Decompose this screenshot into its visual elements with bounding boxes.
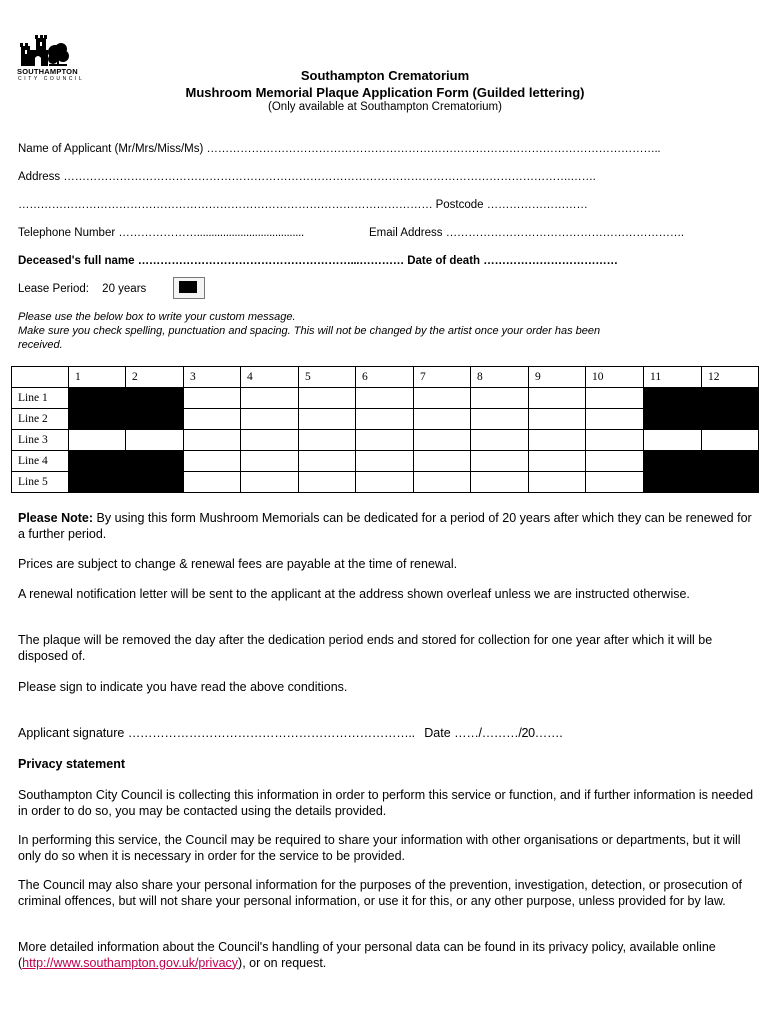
date-of-death-line[interactable]: ………………………………	[483, 255, 618, 267]
letter-cell[interactable]	[414, 430, 471, 451]
letter-cell[interactable]	[356, 388, 414, 409]
column-number: 5	[299, 367, 356, 388]
blocked-cell	[644, 451, 702, 472]
letter-cell[interactable]	[299, 409, 356, 430]
grid-row-line-5	[12, 472, 759, 493]
blocked-cell	[644, 409, 702, 430]
privacy-paragraph-3: The Council may also share your personal information for the purposes of the prevention, investigation, detection, or prosecution of criminal offences, but will not share your personal information, or use it for this, or any other purpose, unless provided for by law.	[18, 878, 743, 908]
blocked-cell	[69, 409, 126, 430]
lease-period-row	[18, 283, 146, 295]
row-label: Line 3	[12, 430, 69, 451]
letter-cell[interactable]	[241, 430, 299, 451]
letter-cell[interactable]	[184, 451, 241, 472]
privacy-paragraph-2: In performing this service, the Council may be required to share your information with other organisations or departments, but it will only do so when it is necessary in order for the service to be provided.	[18, 833, 741, 863]
grid-corner-cell	[12, 367, 69, 388]
sign-instruction: Please sign to indicate you have read the above conditions.	[18, 680, 348, 694]
letter-cell[interactable]	[586, 409, 644, 430]
lease-period-checkbox[interactable]	[173, 277, 205, 299]
letter-cell[interactable]	[471, 409, 529, 430]
letter-cell[interactable]	[299, 430, 356, 451]
blocked-cell	[126, 388, 184, 409]
lease-period-label: Lease Period:	[18, 283, 89, 295]
letter-cell[interactable]	[241, 472, 299, 493]
letter-cell[interactable]	[241, 388, 299, 409]
address-field[interactable]	[18, 171, 596, 183]
column-number: 3	[184, 367, 241, 388]
deceased-name-line[interactable]: …………………………………………………...…………	[137, 255, 405, 267]
email-field[interactable]	[369, 227, 684, 239]
date-of-death-label: Date of death	[407, 255, 481, 267]
email-label: Email Address	[369, 227, 443, 239]
blocked-cell	[69, 472, 126, 493]
letter-cell[interactable]	[471, 388, 529, 409]
letter-cell[interactable]	[529, 472, 586, 493]
column-number: 10	[586, 367, 644, 388]
privacy-text-after-link: ), or on request.	[238, 955, 327, 970]
letter-cell[interactable]	[414, 388, 471, 409]
letter-cell[interactable]	[471, 472, 529, 493]
grid-header-row	[12, 367, 759, 388]
grid-row-line-3	[12, 430, 759, 451]
renewal-paragraph: A renewal notification letter will be sent to the applicant at the address shown overleaf unless we are instructed otherwise.	[18, 587, 690, 601]
row-label: Line 4	[12, 451, 69, 472]
blocked-cell	[126, 451, 184, 472]
column-number: 11	[644, 367, 702, 388]
blocked-cell	[126, 472, 184, 493]
letter-cell[interactable]	[586, 388, 644, 409]
letter-cell[interactable]	[414, 409, 471, 430]
letter-cell[interactable]	[471, 451, 529, 472]
please-note-label: Please Note:	[18, 511, 94, 525]
letter-cell[interactable]	[126, 430, 184, 451]
letter-cell[interactable]	[529, 451, 586, 472]
deceased-name-label: Deceased's full name	[18, 255, 135, 267]
blocked-cell	[702, 451, 759, 472]
letter-cell[interactable]	[414, 451, 471, 472]
form-title: Mushroom Memorial Plaque Application Form (Guilded lettering)	[185, 85, 585, 100]
letter-cell[interactable]	[414, 472, 471, 493]
grid-row-line-1	[12, 388, 759, 409]
instruction-line-3: received.	[18, 339, 63, 351]
letter-cell[interactable]	[529, 430, 586, 451]
letter-cell[interactable]	[586, 430, 644, 451]
grid-row-line-4	[12, 451, 759, 472]
telephone-label: Telephone Number	[18, 227, 116, 239]
address-postcode-row[interactable]	[18, 199, 588, 211]
checkbox-fill	[179, 281, 197, 293]
date-label: Date	[424, 726, 451, 740]
deceased-row[interactable]	[18, 255, 618, 267]
row-label: Line 2	[12, 409, 69, 430]
blocked-cell	[69, 451, 126, 472]
letter-cell[interactable]	[69, 430, 126, 451]
letter-cell[interactable]	[586, 451, 644, 472]
lettering-grid	[11, 366, 759, 493]
letter-cell[interactable]	[184, 388, 241, 409]
removal-paragraph: The plaque will be removed the day after the dedication period ends and stored for collection for one year after which it will be disposed of.	[18, 633, 713, 663]
letter-cell[interactable]	[356, 430, 414, 451]
blocked-cell	[69, 388, 126, 409]
telephone-line[interactable]: ………………….....................................	[118, 227, 304, 239]
postcode-label: Postcode	[435, 199, 484, 211]
privacy-heading: Privacy statement	[18, 757, 126, 771]
letter-cell[interactable]	[299, 472, 356, 493]
castle-logo-icon	[17, 34, 77, 67]
letter-cell[interactable]	[529, 388, 586, 409]
blocked-cell	[702, 388, 759, 409]
privacy-paragraph-4	[18, 940, 758, 971]
letter-cell[interactable]	[471, 430, 529, 451]
signature-line[interactable]: ……………………………………………………………..	[127, 726, 415, 740]
applicant-name-line[interactable]: …………………………………………………………………………………………………………..	[206, 143, 661, 155]
letter-cell[interactable]	[241, 451, 299, 472]
letter-cell[interactable]	[299, 451, 356, 472]
instruction-line-1: Please use the below box to write your custom message.	[18, 311, 296, 323]
instruction-line-2: Make sure you check spelling, punctuation and spacing. This will not be changed by the artist once your order has been	[18, 325, 601, 337]
postcode-line[interactable]: ………………………	[486, 199, 588, 211]
grid-row-line-2	[12, 409, 759, 430]
letter-cell[interactable]	[241, 409, 299, 430]
column-number: 1	[69, 367, 126, 388]
address-line-2[interactable]: …………………………………………………………………………………………………	[18, 199, 433, 211]
signature-label: Applicant signature	[18, 726, 125, 740]
letter-cell[interactable]	[184, 430, 241, 451]
availability-note: (Only available at Southampton Crematorium)	[268, 101, 502, 113]
blocked-cell	[702, 409, 759, 430]
privacy-policy-link[interactable]: http://www.southampton.gov.uk/privacy	[22, 955, 239, 970]
email-line[interactable]: ……………………………………………………….	[445, 227, 684, 239]
applicant-name-field[interactable]	[18, 143, 660, 155]
column-number: 6	[356, 367, 414, 388]
applicant-name-label: Name of Applicant (Mr/Mrs/Miss/Ms)	[18, 143, 204, 155]
blocked-cell	[644, 472, 702, 493]
blocked-cell	[702, 472, 759, 493]
blocked-cell	[126, 409, 184, 430]
please-note-text: By using this form Mushroom Memorials can be dedicated for a period of 20 years after which they can be renewed for a further period.	[18, 511, 752, 541]
row-label: Line 1	[12, 388, 69, 409]
please-note-paragraph	[18, 511, 758, 542]
letter-cell[interactable]	[184, 409, 241, 430]
row-label: Line 5	[12, 472, 69, 493]
column-number: 9	[529, 367, 586, 388]
column-number: 7	[414, 367, 471, 388]
letter-cell[interactable]	[356, 472, 414, 493]
letter-cell[interactable]	[644, 430, 702, 451]
letter-cell[interactable]	[586, 472, 644, 493]
telephone-field[interactable]	[18, 227, 304, 239]
lease-period-value: 20 years	[102, 283, 147, 295]
address-line-1[interactable]: ……………………………………………………………………………………………………………………….…….	[63, 171, 596, 183]
logo-subtitle: CITY COUNCIL	[18, 76, 85, 82]
privacy-paragraph-1: Southampton City Council is collecting this information in order to perform this service or function, and if further information is needed in order to do so, you may be contacted using the details provided.	[18, 788, 754, 818]
letter-cell[interactable]	[356, 451, 414, 472]
letter-cell[interactable]	[299, 388, 356, 409]
signature-row[interactable]	[18, 726, 758, 742]
logo-name: SOUTHAMPTON	[17, 67, 78, 76]
signature-date-line[interactable]: ……/………/20…….	[454, 726, 563, 740]
column-number: 8	[471, 367, 529, 388]
page-title: Southampton Crematorium	[300, 68, 470, 83]
prices-paragraph: Prices are subject to change & renewal fees are payable at the time of renewal.	[18, 557, 458, 571]
letter-cell[interactable]	[184, 472, 241, 493]
blocked-cell	[644, 388, 702, 409]
letter-cell[interactable]	[356, 409, 414, 430]
letter-cell[interactable]	[702, 430, 759, 451]
column-number: 2	[126, 367, 184, 388]
address-label: Address	[18, 171, 61, 183]
column-number: 4	[241, 367, 299, 388]
privacy-text-before-link: More detailed information about the Council's handling of your personal data can be found in its privacy policy, available online (	[18, 940, 716, 970]
letter-cell[interactable]	[529, 409, 586, 430]
column-number: 12	[702, 367, 759, 388]
